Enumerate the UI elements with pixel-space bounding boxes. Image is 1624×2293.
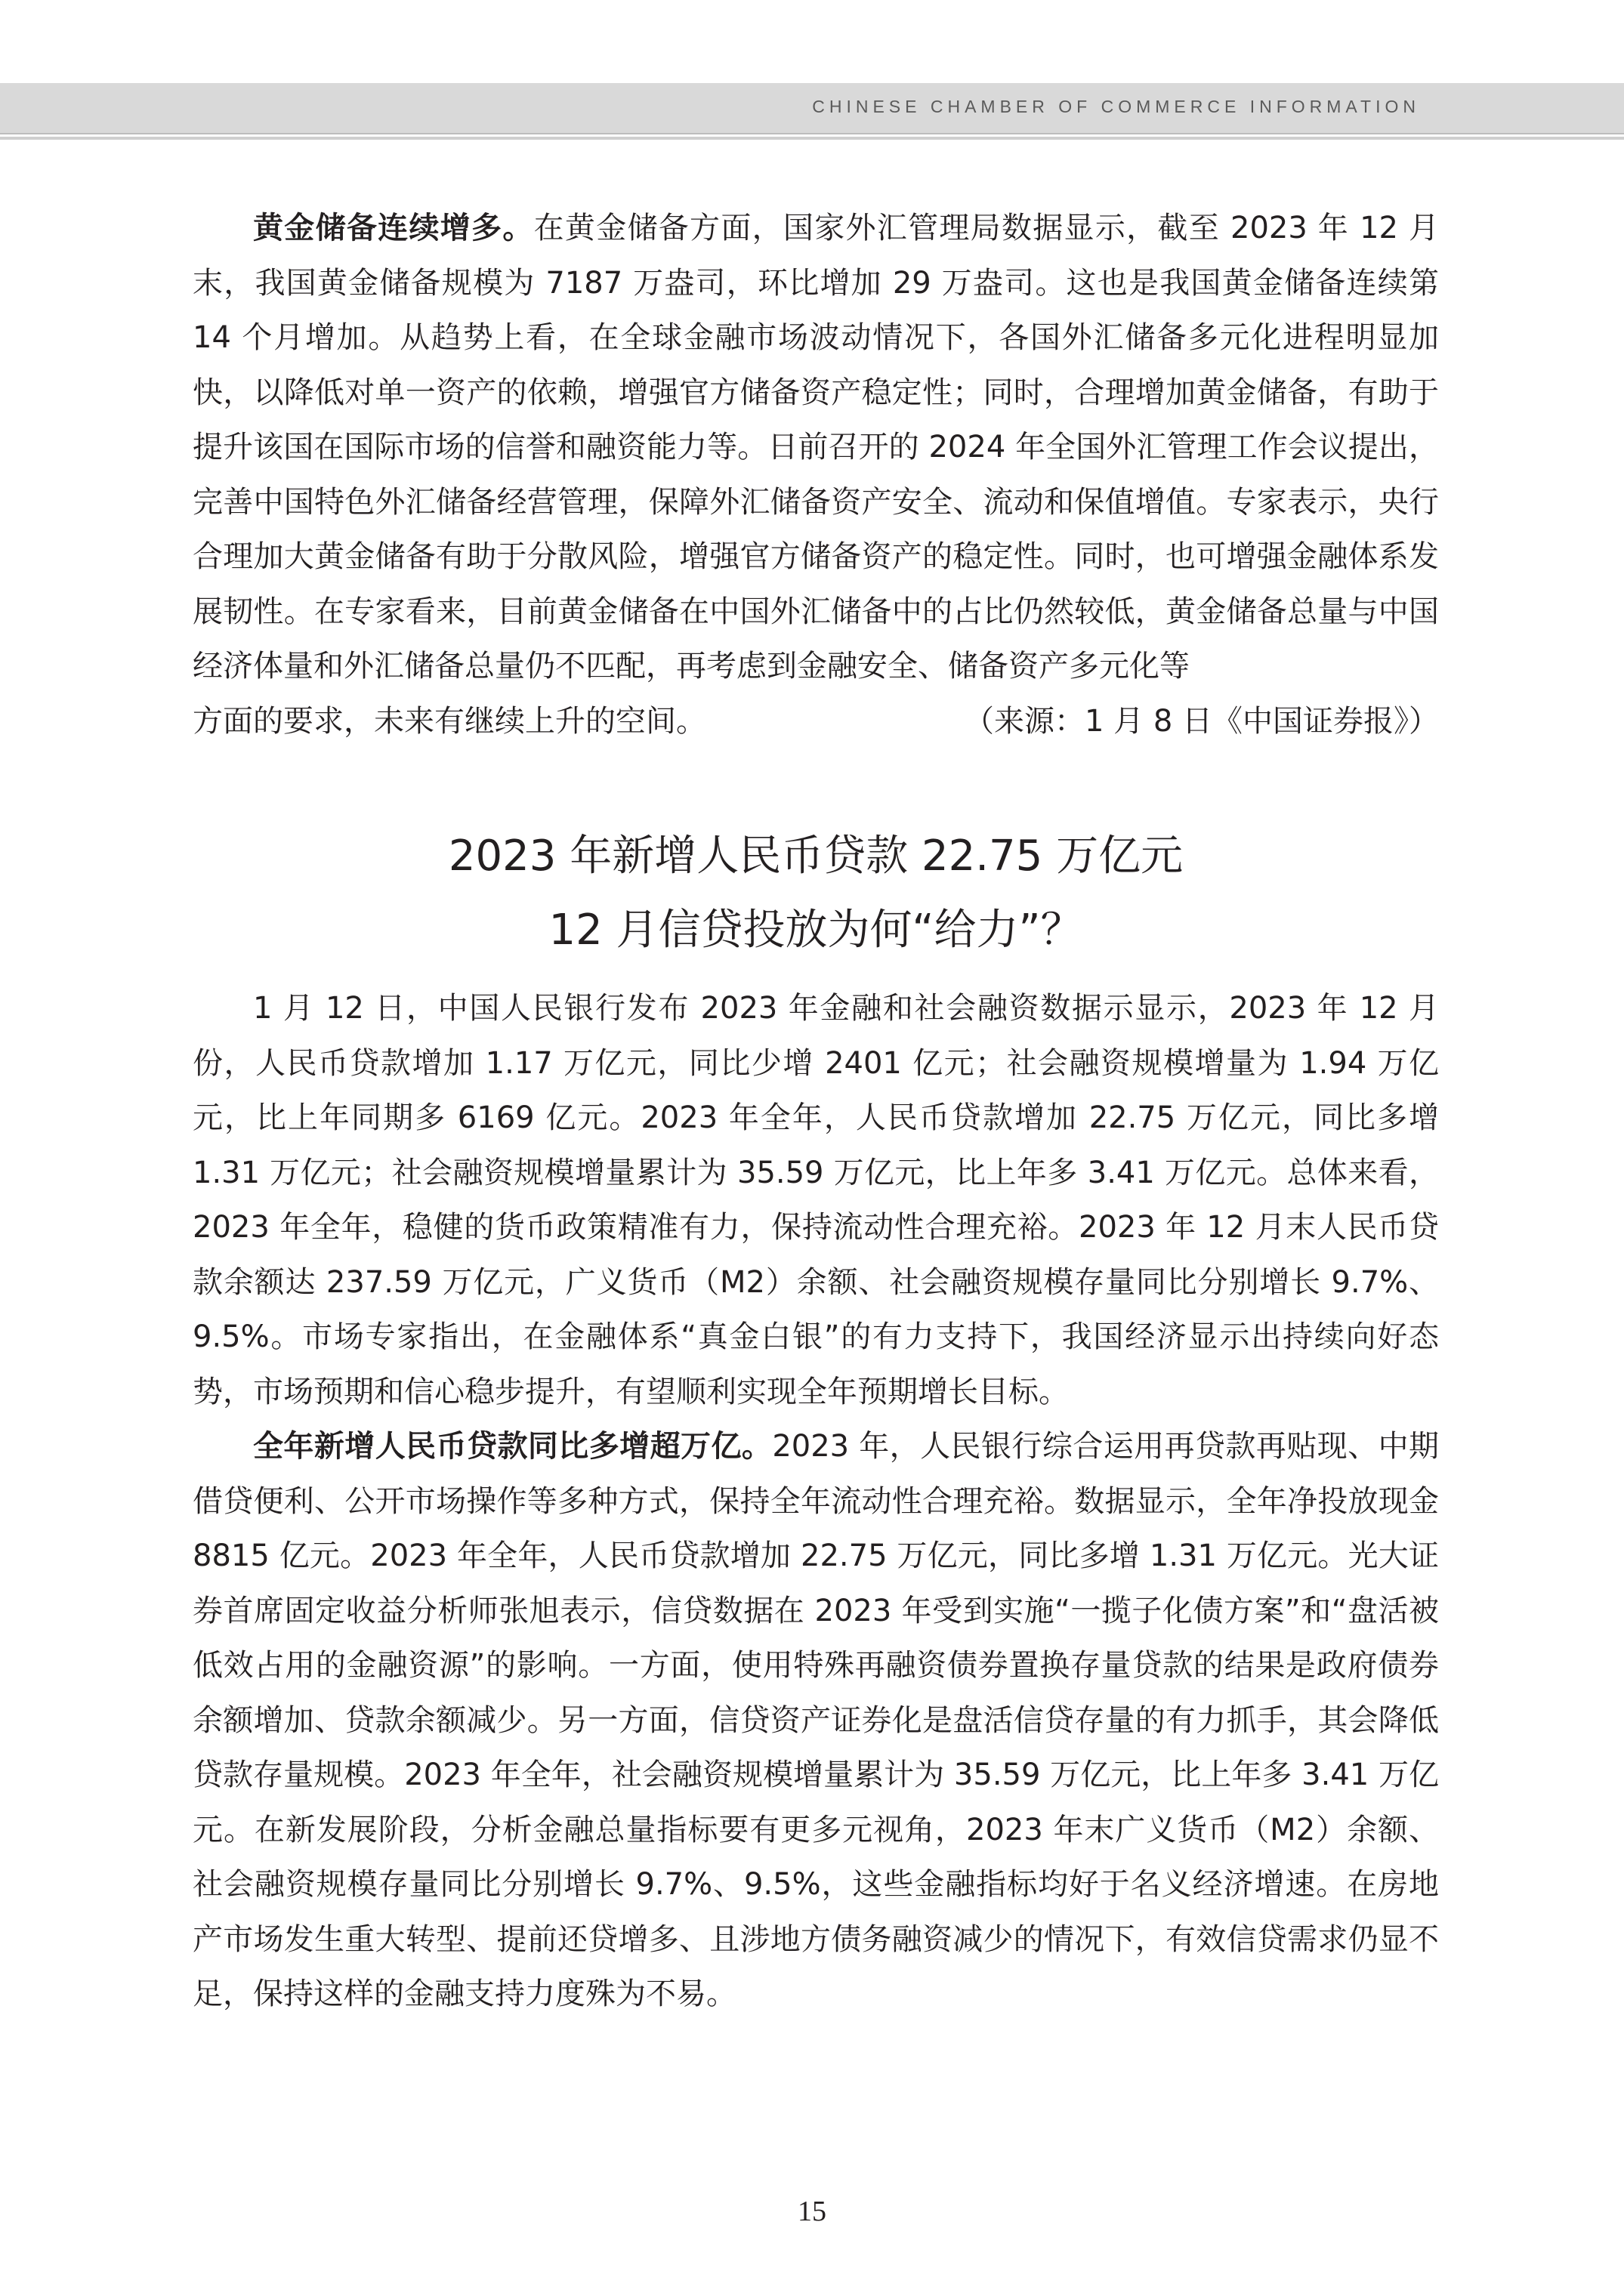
page-content [193,201,1439,2022]
article2-paragraph2 [193,1419,1439,2022]
article2-title [193,819,1439,968]
article1-paragraph [193,201,1439,694]
header-banner-text: CHINESE CHAMBER OF COMMERCE INFORMATION [812,97,1420,116]
article2-lead: 全年新增人民币贷款同比多增超万亿。 [253,1429,773,1464]
article1-last-line: 方面的要求，未来有继续上升的空间。 [193,703,706,739]
article1-closing-line [193,694,1439,749]
article1-body: 在黄金储备方面，国家外汇管理局数据显示，截至 2023 年 12 月末，我国黄金储备规模为 7187 万盎司，环比增加 29 万盎司。这也是我国黄金储备连续第 14 个月增加。从趋势上看，在全球金融市场波动情况下，各国外汇储备多元化进程明显加快，以降低对单一资产的依赖，增强官方储备资产稳定性；同时，合理增加黄金储备，有助于提升该国在国际市场的信誉和融资能力等。日前召开的 2024 年全国外汇管理工作会议提出，完善中国特色外汇储备经营管理，保障外汇储备资产安全、流动和保值增值。专家表示，央行合理加大黄金储备有助于分散风险，增强官方储备资产的稳定性。同时，也可增强金融体系发展韧性。在专家看来，目前黄金储备在中国外汇储备中的占比仍然较低，黄金储备总量与中国经济体量和外汇储备总量仍不匹配，再考虑到金融安全、储备资产多元化等 [193,211,1439,684]
header-rule [0,137,1624,140]
article1-lead: 黄金储备连续增多。 [253,211,534,245]
article1-source: （来源：1 月 8 日《中国证券报》） [963,703,1439,739]
article2-paragraph1: 1 月 12 日，中国人民银行发布 2023 年金融和社会融资数据示显示，2023 年 12 月份，人民币贷款增加 1.17 万亿元，同比少增 2401 亿元；社会融资规模增量为 1.94 万亿元，比上年同期多 6169 亿元。2023 年全年，人民币贷款增加 22.75 万亿元，同比多增 1.31 万亿元；社会融资规模增量累计为 35.59 万亿元，比上年多 3.41 万亿元。总体来看，2023 年全年，稳健的货币政策精准有力，保持流动性合理充裕。2023 年 12 月末人民币贷款余额达 237.59 万亿元，广义货币（M2）余额、社会融资规模存量同比分别增长 9.7%、9.5%。市场专家指出，在金融体系“真金白银”的有力支持下，我国经济显示出持续向好态势，市场预期和信心稳步提升，有望顺利实现全年预期增长目标。 [193,991,1439,1409]
article2-title-line2: 12 月信贷投放为何“给力”？ [548,906,1083,955]
article2-title-line1: 2023 年新增人民币贷款 22.75 万亿元 [448,832,1184,881]
article2-body: 2023 年，人民银行综合运用再贷款再贴现、中期借贷便利、公开市场操作等多种方式，保持全年流动性合理充裕。数据显示，全年净投放现金 8815 亿元。2023 年全年，人民币贷款增加 22.75 万亿元，同比多增 1.31 万亿元。光大证券首席固定收益分析师张旭表示，信贷数据在 2023 年受到实施“一揽子化债方案”和“盘活被低效占用的金融资源”的影响。一方面，使用特殊再融资债券置换存量贷款的结果是政府债券余额增加、贷款余额减少。另一方面，信贷资产证券化是盘活信贷存量的有力抓手，其会降低贷款存量规模。2023 年全年，社会融资规模增量累计为 35.59 万亿元，比上年多 3.41 万亿元。在新发展阶段，分析金融总量指标要有更多元视角，2023 年末广义货币（M2）余额、社会融资规模存量同比分别增长 9.7%、9.5%，这些金融指标均好于名义经济增速。在房地产市场发生重大转型、提前还贷增多、且涉地方债务融资减少的情况下，有效信贷需求仍显不足，保持这样的金融支持力度殊为不易。 [193,1429,1439,2011]
page-number: 15 [798,2196,826,2227]
